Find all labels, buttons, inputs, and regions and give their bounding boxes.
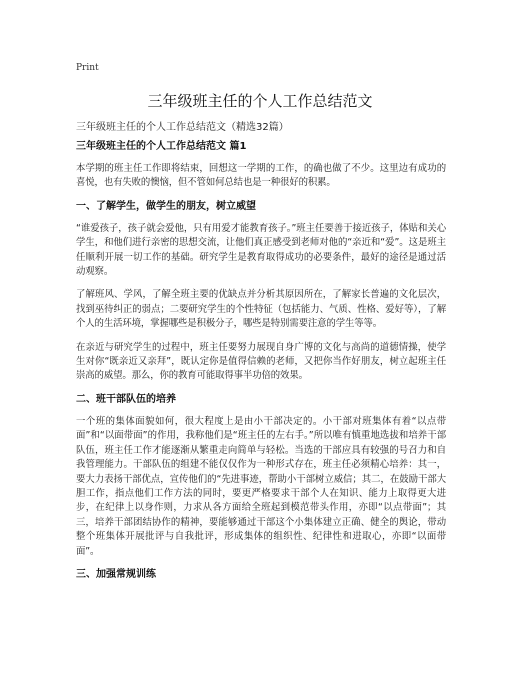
section-heading: 三、加强常规训练	[76, 568, 156, 580]
page-title: 三年级班主任的个人工作总结范文	[147, 92, 373, 110]
paragraph: “谁爱孩子，孩子就会爱他，只有用爱才能教育孩子。”班主任要善于接近孩子，体贴和关心学生，和他们进行亲密的思想交流，让他们真正感受到老师对他的“亲近和“爱”。这是班主任顺利开展一切工作的基础。研究学生是教育取得成功的必要条件，最好的途径是通过活动观察。	[76, 222, 446, 278]
section-heading: 三年级班主任的个人工作总结范文 篇1	[76, 141, 247, 152]
paragraph: 在亲近与研究学生的过程中，班主任要努力展现自身广博的文化与高尚的道德情操，使学生对你“既亲近又亲拜”，既认定你是值得信赖的老师，又把你当作好朋友，树立起班主任崇高的威望。那么，你的教育可能取得事半功倍的效果。	[76, 341, 446, 382]
paragraph: 一个班的集体面貌如何，很大程度上是由小干部决定的。小干部对班集体有着“以点带面”和“以面带面”的作用，我称他们是“班主任的左右手。”所以唯有慎重地选拔和培养干部队伍，班主任工作才能逐渐从繁重走向简单与轻松。当选的干部应具有较强的号召力和自我管理能力。干部队伍的组建不能仅仅作为一种形式存在，班主任必须精心培养：其一，要大力表扬干部优点，宣传他们的“先进事迹，帮助小干部树立威信；其二，在鼓励干部大胆工作，指点他们工作方法的同时，要更严格要求干部个人在知识、能力上取得更大进步，在纪律上以身作则，力求从各方面给全班起到模范带头作用，亦即“以点带面”；其三，培养干部团结协作的精神，要能够通过干部这个小集体建立正确、健全的舆论，带动整个班集体开展批评与自我批评，形成集体的组织性、纪律性和进取心，亦即“以面带面”。	[76, 415, 446, 557]
section-heading: 一、了解学生，做学生的朋友，树立威望	[76, 200, 256, 212]
print-label: Print	[76, 63, 99, 73]
document-body	[76, 140, 446, 590]
document-subtitle: 三年级班主任的个人工作总结范文（精选32篇）	[76, 122, 289, 133]
paragraph: 本学期的班主任工作即将结束，回想这一学期的工作，的确也做了不少。这里边有成功的喜悦，也有失败的懊恼，但不管如何总结也是一种很好的积累。	[76, 163, 446, 189]
section-heading: 二、班干部队伍的培养	[76, 393, 176, 405]
paragraph: 了解班风、学风，了解全班主要的优缺点并分析其原因所在，了解家长普遍的文化层次，找到巫待纠正的弱点；二要研究学生的个性特征（包括能力、气质、性格、爱好等），了解个人的生活环境，掌握哪些是积极分子，哪些是特别需要注意的学生等等。	[76, 289, 446, 330]
